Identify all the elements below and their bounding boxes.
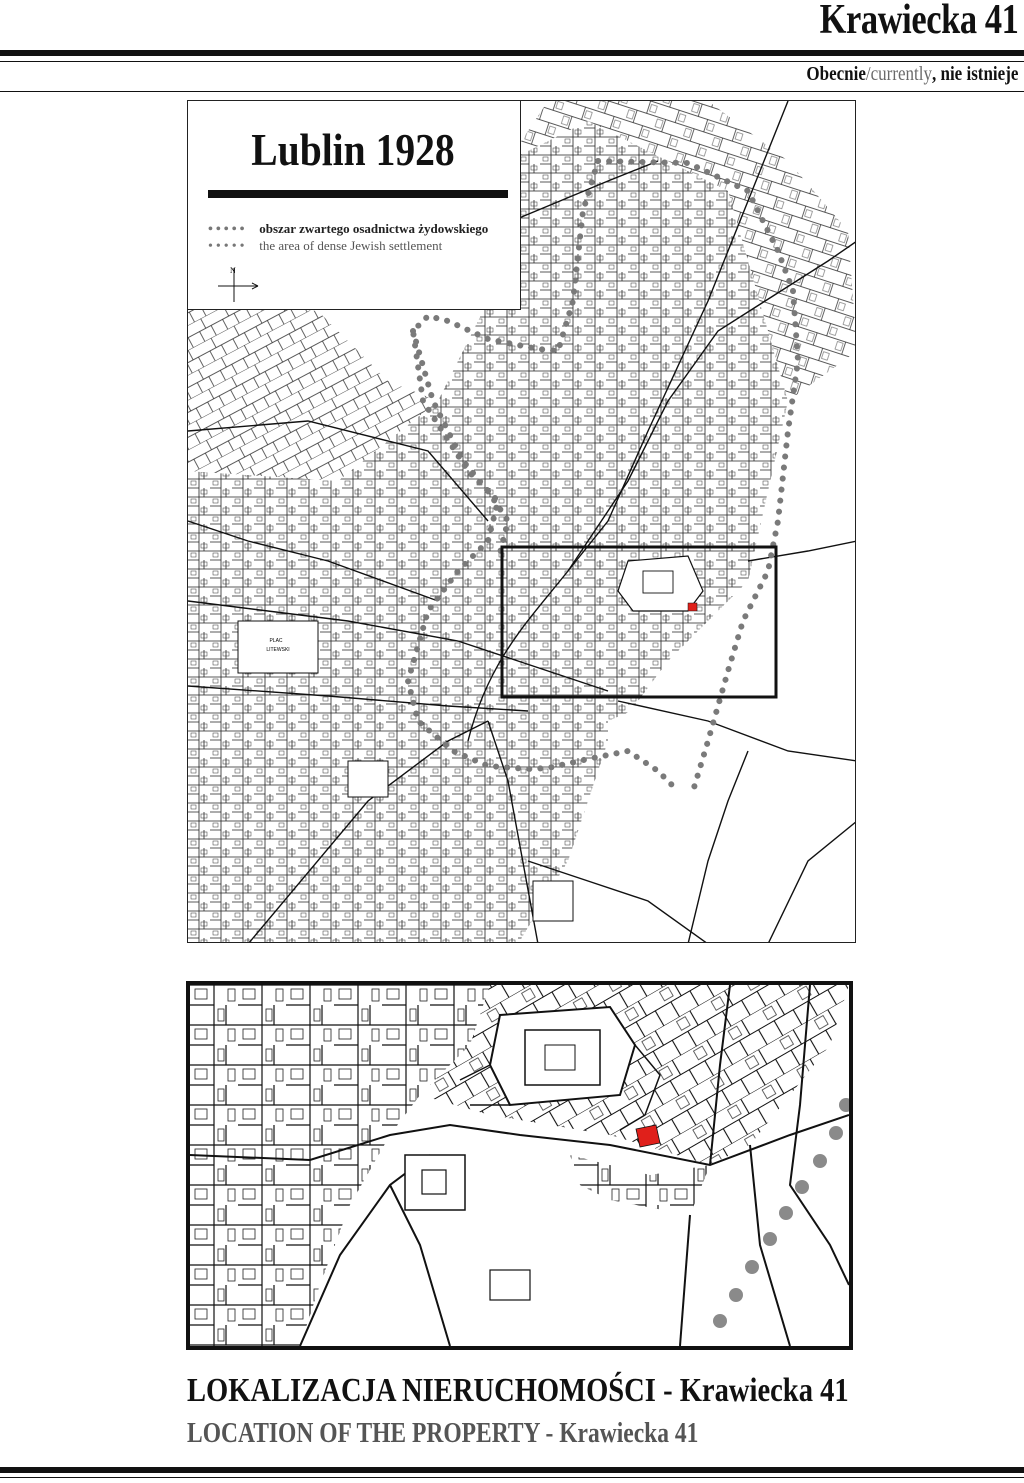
page-title: Krawiecka 41: [819, 0, 1018, 43]
status-line: [806, 63, 1018, 86]
status-prefix: Obecnie: [806, 63, 866, 85]
legend-label-pl: obszar zwartego osadnictwa żydowskiego: [259, 221, 489, 236]
dotted-line-symbol: •••••: [208, 239, 248, 254]
detail-square: [405, 1155, 465, 1210]
north-label: N: [230, 266, 236, 275]
litewski-label: LITEWSKI: [266, 647, 290, 653]
legend-title: Lublin 1928: [251, 124, 455, 175]
status-separator: /: [865, 63, 871, 85]
legend-item-en: [208, 238, 442, 255]
header-rule-thick: [0, 50, 1024, 56]
legend-item-pl: [208, 221, 488, 238]
north-arrow-icon: [214, 264, 274, 304]
caption-polish: [187, 1372, 849, 1410]
map-legend: [187, 100, 521, 310]
property-marker: [688, 603, 697, 611]
header-rule-thin: [0, 61, 1024, 62]
status-suffix: , nie istnieje: [931, 63, 1018, 85]
plac-label: PLAC: [269, 638, 283, 644]
detail-map: [186, 981, 853, 1350]
header-rule-thin-2: [0, 91, 1024, 92]
status-english: currently: [870, 63, 932, 85]
caption-polish-address: - Krawiecka 41: [655, 1372, 849, 1409]
detail-map-drawing: [190, 985, 849, 1346]
detail-property-marker: [636, 1125, 660, 1147]
caption-polish-main: LOKALIZACJA NIERUCHOMOŚCI: [187, 1372, 656, 1409]
caption-english-main: LOCATION OF THE PROPERTY: [187, 1418, 540, 1449]
footer-rule-thick: [0, 1467, 1024, 1473]
caption-english-address: - Krawiecka 41: [539, 1418, 699, 1449]
footer-rule-thin: [0, 1477, 1024, 1478]
legend-label-en: the area of dense Jewish settlement: [259, 238, 443, 253]
dotted-line-symbol: •••••: [208, 222, 248, 237]
legend-underline: [208, 190, 508, 198]
caption-english: [187, 1418, 698, 1450]
